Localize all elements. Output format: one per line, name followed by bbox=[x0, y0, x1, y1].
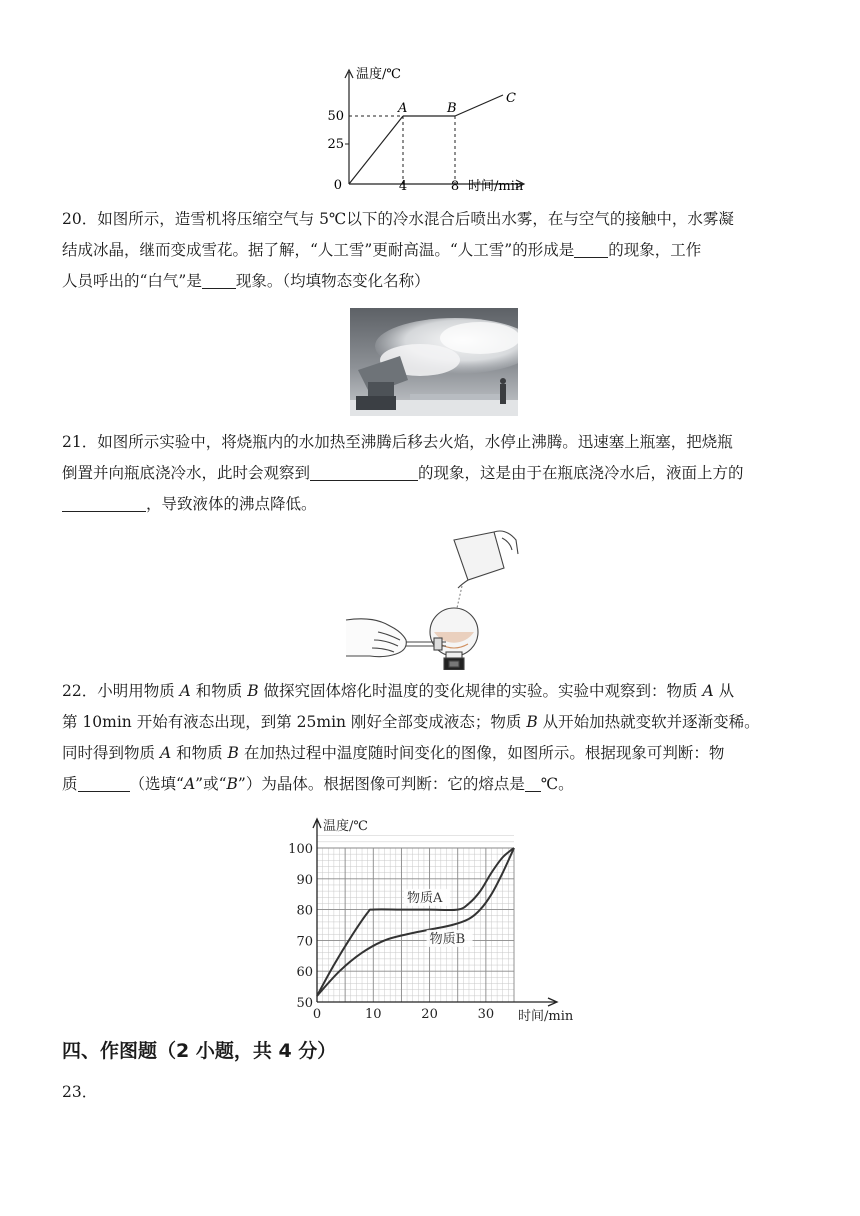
y-axis-label: 温度/℃ bbox=[356, 67, 401, 82]
x-tick-label: 10 bbox=[365, 1007, 382, 1022]
series-label-b: 物质B bbox=[429, 931, 466, 947]
x-tick-label: 20 bbox=[421, 1007, 438, 1022]
flask-experiment-figure bbox=[344, 528, 522, 670]
figure-melting-graph-abc bbox=[318, 62, 548, 194]
q20-blank-1[interactable] bbox=[574, 239, 608, 258]
q20-line1: 20．如图所示，造雪机将压缩空气与 5℃以下的冷水混合后喷出水雾，在与空气的接触中，水雾凝 bbox=[62, 210, 734, 228]
q21-line2: 倒置并向瓶底浇冷水，此时会观察到 的现象，这是由于在瓶底浇冷水后，液面上方的 bbox=[62, 464, 744, 482]
q21-blank-1[interactable] bbox=[310, 462, 418, 481]
q21-line1: 21．如图所示实验中，将烧瓶内的水加热至沸腾后移去火焰，水停止沸腾。迅速塞上瓶塞，把烧瓶 bbox=[62, 433, 733, 451]
y-tick-label: 60 bbox=[296, 965, 313, 981]
y-tick-label: 90 bbox=[296, 872, 313, 888]
x-tick-label: 30 bbox=[477, 1007, 495, 1022]
snow-machine-photo bbox=[350, 308, 518, 416]
q22-blank-2[interactable] bbox=[525, 773, 541, 792]
origin-label: 0 bbox=[333, 178, 342, 193]
melting-chart-a-b bbox=[282, 814, 582, 1026]
x-axis-label: 时间/min bbox=[518, 1009, 574, 1024]
point-label-a: A bbox=[398, 101, 408, 116]
question-20 bbox=[62, 204, 802, 297]
y-tick-label: 70 bbox=[296, 934, 313, 950]
y-tick-25: 25 bbox=[327, 137, 344, 152]
x-axis-label: 时间/min bbox=[468, 179, 524, 194]
q20-line2: 结成冰晶，继而变成雪花。据了解，“人工雪”更耐高温。“人工雪”的形成是 的现象，工作 bbox=[62, 241, 702, 259]
q22-line4: 质 （选填“A”或“B”）为晶体。根据图像可判断：它的熔点是 ℃。 bbox=[62, 775, 574, 793]
q21-blank-2[interactable] bbox=[62, 493, 146, 512]
y-tick-label: 80 bbox=[296, 903, 313, 919]
q20-blank-2[interactable] bbox=[202, 270, 236, 289]
x-tick-4: 4 bbox=[398, 179, 408, 194]
point-label-b: B bbox=[447, 101, 457, 116]
q22-line3: 同时得到物质 A 和物质 B 在加热过程中温度随时间变化的图像，如图所示。根据现象可判断：物 bbox=[62, 744, 725, 762]
point-label-c: C bbox=[506, 91, 516, 106]
y-tick-50: 50 bbox=[327, 109, 344, 124]
question-22 bbox=[62, 676, 802, 800]
question-23-number: 23． bbox=[62, 1083, 98, 1101]
q21-line3: ，导致液体的沸点降低。 bbox=[62, 489, 802, 520]
q22-line2: 第 10min 开始有液态出现，到第 25min 刚好全部变成液态；物质 B 从开始加热就变软并逐渐变稀。 bbox=[62, 713, 760, 731]
q20-line3: 人员呼出的“白气”是 现象。（均填物态变化名称） bbox=[62, 272, 430, 290]
y-tick-label: 100 bbox=[288, 842, 313, 857]
segment-bc bbox=[455, 95, 503, 116]
y-axis-label: 温度/℃ bbox=[323, 819, 368, 834]
x-tick-label: 0 bbox=[312, 1007, 322, 1022]
y-tick-label: 50 bbox=[296, 996, 313, 1011]
q22-line1: 22．小明用物质 A 和物质 B 做探究固体熔化时温度的变化规律的实验。实验中观察到：物质 A 从 bbox=[62, 682, 735, 700]
segment-oa bbox=[349, 116, 403, 184]
x-tick-8: 8 bbox=[450, 179, 460, 194]
section-title: 四、作图题（2 小题，共 4 分） bbox=[62, 1040, 337, 1062]
q22-blank-1[interactable] bbox=[78, 773, 130, 792]
series-label-a: 物质A bbox=[407, 890, 443, 906]
question-21 bbox=[62, 427, 802, 520]
